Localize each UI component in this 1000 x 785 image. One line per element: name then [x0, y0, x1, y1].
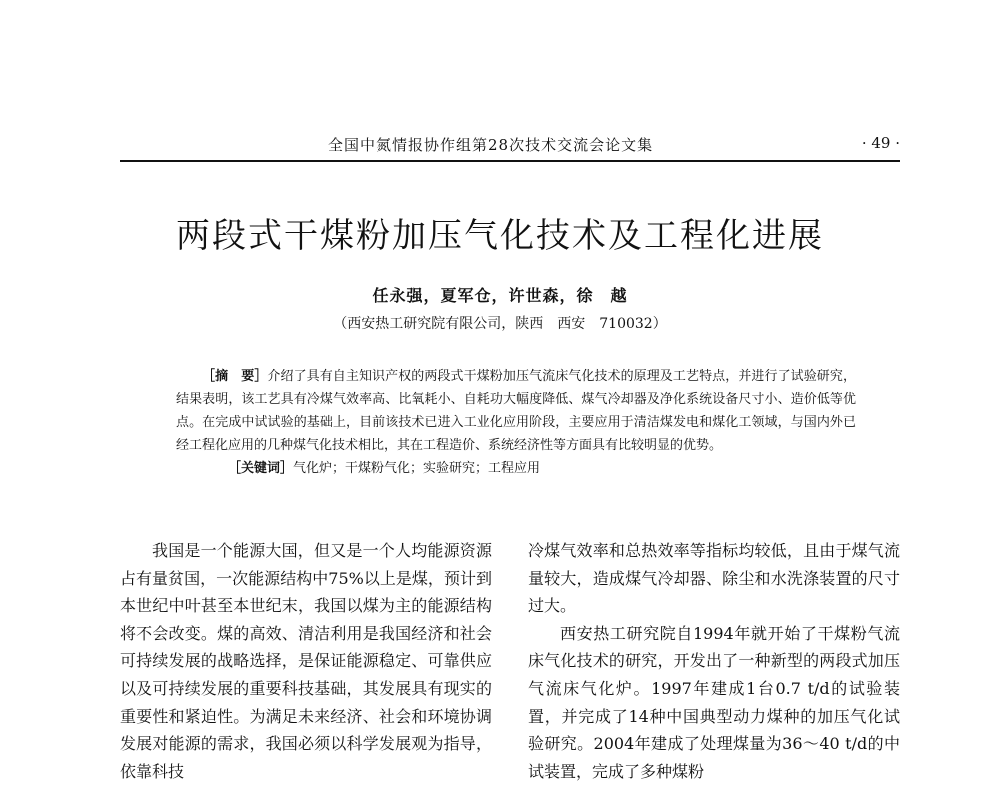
abstract-text: 介绍了具有自主知识产权的两段式干煤粉加压气流床气化技术的原理及工艺特点，并进行了试验研究，结果表明，该工艺具有冷煤气效率高、比氧耗小、自耗功大幅度降低、煤气冷却器及净化系统设备尺寸小、造价低等优点。在完成中试试验的基础上，目前该技术已进入工业化应用阶段，主要应用于清洁煤发电和煤化工领域，与国内外已经工程化应用的几种煤气化技术相比，其在工程造价、系统经济性等方面具有比较明显的优势。	[176, 369, 856, 453]
body-paragraph: 冷煤气效率和总热效率等指标均较低，且由于煤气流量较大，造成煤气冷却器、除尘和水洗涤装置的尺寸过大。	[528, 541, 900, 616]
body-paragraph: 我国是一个能源大国，但又是一个人均能源资源占有量贫国，一次能源结构中75%以上是煤，预计到本世纪中叶甚至本世纪末，我国以煤为主的能源结构将不会改变。煤的高效、清洁利用是我国经济和社会可持续发展的战略选择，是保证能源稳定、可靠供应以及可持续发展的重要科技基础，其发展具有现实的重要性和紧迫性。为满足未来经济、社会和环境协调发展对能源的需求，我国必须以科学发展观为指导，依靠科技	[120, 541, 492, 781]
page-number: · 49 ·	[861, 134, 900, 152]
affiliation: （西安热工研究院有限公司，陕西 西安 710032）	[333, 316, 667, 332]
keywords-text: 气化炉；干煤粉气化；实验研究；工程应用	[293, 461, 541, 476]
keywords-label: ［关键词］	[228, 461, 294, 476]
body-column-left	[120, 537, 492, 785]
authors: 任永强，夏军仓，许世森，徐 越	[372, 286, 628, 305]
keywords	[176, 457, 856, 480]
running-title: 全国中氮情报协作组第28次技术交流会论文集	[328, 136, 654, 154]
body-paragraph: 西安热工研究院自1994年就开始了干煤粉气流床气化技术的研究，开发出了一种新型的两段式加压气流床气化炉。1997年建成1台0.7 t/d的试验装置，并完成了14种中国典型动力煤种的加压气化试验研究。2004年建成了处理煤量为36～40 t/d的中试装置，完成了多种煤粉	[528, 623, 900, 781]
body-column-right	[528, 537, 900, 785]
running-header	[120, 134, 900, 158]
article-title: 两段式干煤粉加压气化技术及工程化进展	[176, 216, 824, 256]
abstract	[176, 365, 856, 457]
header-rule	[120, 160, 900, 162]
abstract-block	[176, 365, 856, 480]
abstract-label: ［摘 要］	[202, 369, 268, 384]
